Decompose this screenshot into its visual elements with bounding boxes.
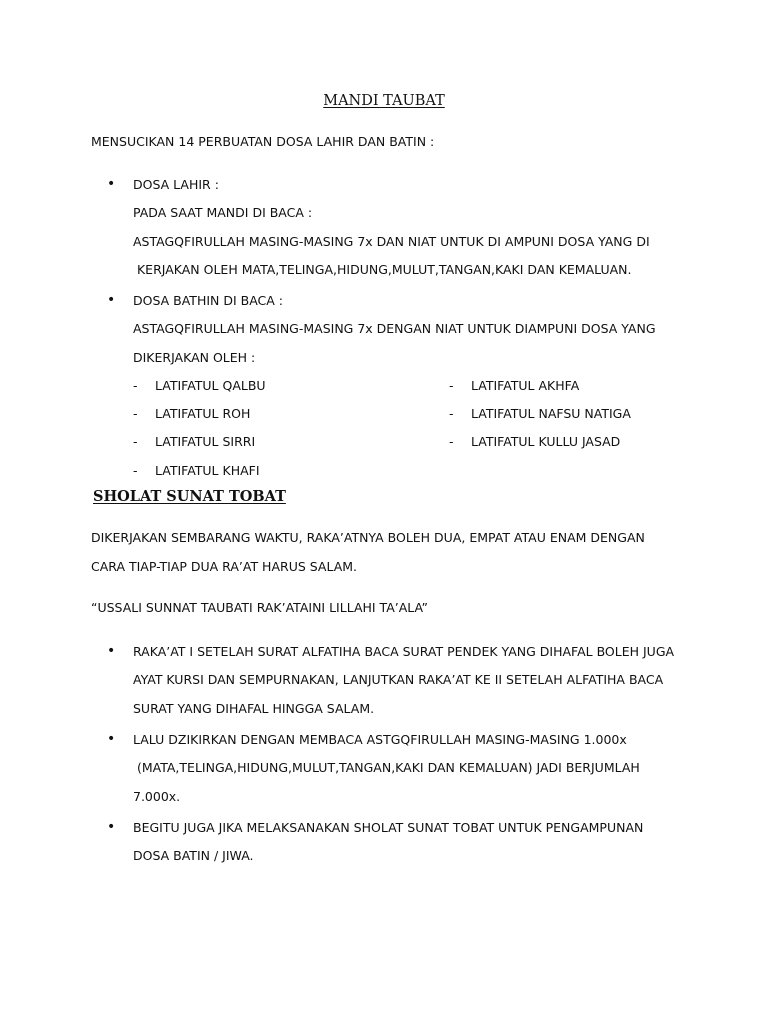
- bullet-icon: •: [107, 292, 116, 308]
- bullet-icon: •: [107, 643, 116, 659]
- dash-icon: -: [133, 378, 138, 393]
- dash-icon: -: [449, 378, 454, 393]
- point-line: RAKA’AT I SETELAH SURAT ALFATIHA BACA SURAT PENDEK YANG DIHAFAL BOLEH JUGA: [133, 644, 675, 659]
- page-title: MANDI TAUBAT: [323, 93, 445, 109]
- list-item: LATIFATUL NAFSU NATIGA: [471, 406, 631, 421]
- list-item: LATIFATUL KHAFI: [155, 463, 260, 478]
- dash-icon: -: [133, 406, 138, 421]
- paragraph-line: DIKERJAKAN SEMBARANG WAKTU, RAKA’ATNYA BOLEH DUA, EMPAT ATAU ENAM DENGAN: [91, 530, 645, 545]
- bathin-line: ASTAGQFIRULLAH MASING-MASING 7x DENGAN NIAT UNTUK DIAMPUNI DOSA YANG: [133, 321, 656, 336]
- point-line: DOSA BATIN / JIWA.: [133, 848, 254, 863]
- point-line: AYAT KURSI DAN SEMPURNAKAN, LANJUTKAN RAKA’AT KE II SETELAH ALFATIHA BACA: [133, 672, 664, 687]
- lahir-line: PADA SAAT MANDI DI BACA :: [133, 205, 313, 220]
- bathin-label: DOSA BATHIN DI BACA :: [133, 293, 284, 308]
- bathin-line: DIKERJAKAN OLEH :: [133, 350, 256, 365]
- list-item: LATIFATUL SIRRI: [155, 434, 256, 449]
- section-title: SHOLAT SUNAT TOBAT: [93, 488, 286, 505]
- point-line: BEGITU JUGA JIKA MELAKSANAKAN SHOLAT SUNAT TOBAT UNTUK PENGAMPUNAN: [133, 820, 644, 835]
- point-line: LALU DZIKIRKAN DENGAN MEMBACA ASTGQFIRULLAH MASING-MASING 1.000x: [133, 732, 627, 747]
- bullet-icon: •: [107, 731, 116, 747]
- list-item: LATIFATUL QALBU: [155, 378, 266, 393]
- bullet-icon: •: [107, 176, 116, 192]
- point-line: 7.000x.: [133, 789, 181, 804]
- list-item: LATIFATUL ROH: [155, 406, 251, 421]
- dash-icon: -: [449, 434, 454, 449]
- lahir-line: KERJAKAN OLEH MATA,TELINGA,HIDUNG,MULUT,TANGAN,KAKI DAN KEMALUAN.: [133, 262, 632, 277]
- lahir-label: DOSA LAHIR :: [133, 177, 219, 192]
- quote-text: “USSALI SUNNAT TAUBATI RAK’ATAINI LILLAHI TA’ALA”: [91, 600, 429, 615]
- dash-icon: -: [133, 463, 138, 478]
- dash-icon: -: [133, 434, 138, 449]
- bullet-icon: •: [107, 819, 116, 835]
- dash-icon: -: [449, 406, 454, 421]
- intro-text: MENSUCIKAN 14 PERBUATAN DOSA LAHIR DAN BATIN :: [91, 134, 435, 149]
- lahir-line: ASTAGQFIRULLAH MASING-MASING 7x DAN NIAT UNTUK DI AMPUNI DOSA YANG DI: [133, 234, 650, 249]
- point-line: SURAT YANG DIHAFAL HINGGA SALAM.: [133, 701, 375, 716]
- list-item: LATIFATUL KULLU JASAD: [471, 434, 621, 449]
- paragraph-line: CARA TIAP-TIAP DUA RA’AT HARUS SALAM.: [91, 559, 358, 574]
- point-line: (MATA,TELINGA,HIDUNG,MULUT,TANGAN,KAKI DAN KEMALUAN) JADI BERJUMLAH: [133, 760, 640, 775]
- list-item: LATIFATUL AKHFA: [471, 378, 580, 393]
